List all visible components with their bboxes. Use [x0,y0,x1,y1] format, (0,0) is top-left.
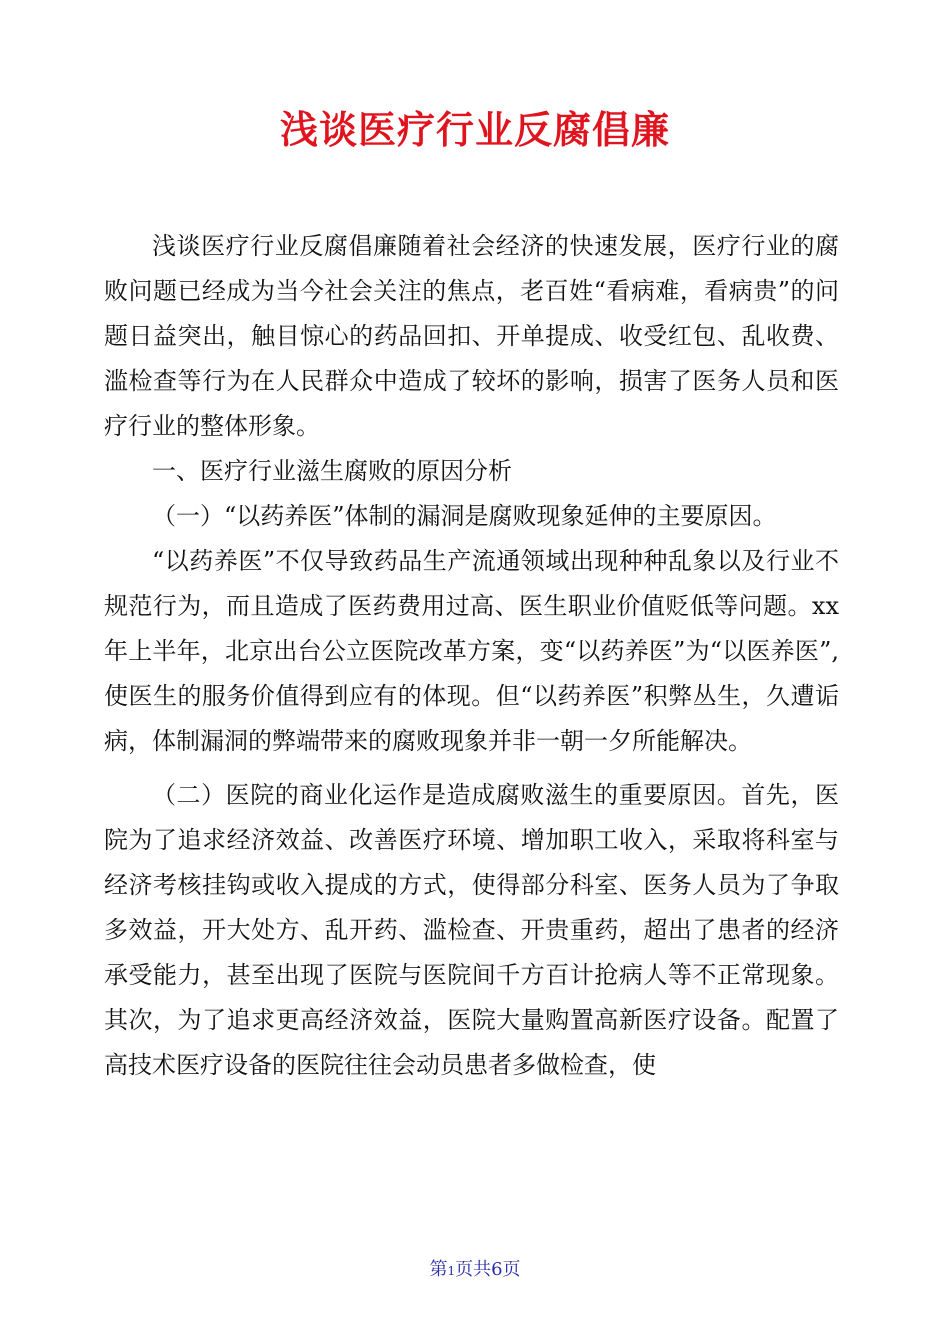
subsection-heading-1: （一）“以药养医”体制的漏洞是腐败现象延伸的主要原因。 [152,502,777,530]
paragraph-commercialization: （二）医院的商业化运作是造成腐败滋生的重要原因。首先，医院为了追求经济效益、改善医疗环境、增加职工收入，采取将科室与经济考核挂钩或收入提成的方式，使得部分科室、医务人员为了争取多效益，开大处方、乱开药、滥检查、开贵重药，超出了患者的经济承受能力，甚至出现了医院与医院间千方百计抢病人等不正常现象。其次，为了追求更高经济效益，医院大量购置高新医疗设备。配置了高技术医疗设备的医院往往会动员患者多做检查，使 [104,781,839,1079]
footer-suffix: 页 [502,1259,521,1280]
document-title: 浅谈医疗行业反腐倡廉 [279,108,670,152]
page-footer [0,1256,950,1285]
footer-total-pages: 6 [491,1259,503,1280]
paragraph-drug-system: “以药养医”不仅导致药品生产流通领域出现种种乱象以及行业不规范行为，而且造成了医药费用过高、医生职业价值贬低等问题。xx年上半年，北京出台公立医院改革方案，变“以药养医”为“以医养医”,使医生的服务价值得到应有的体现。但“以药养医”积弊丛生，久遭诟病，体制漏洞的弊端带来的腐败现象并非一朝一夕所能解决。 [104,547,839,755]
section-heading-1: 一、医疗行业滋生腐败的原因分析 [152,457,512,485]
footer-page-number: 1 [447,1264,456,1278]
footer-middle: 页共 [455,1259,492,1280]
document-body [104,224,839,1088]
paragraph-intro: 浅谈医疗行业反腐倡廉随着社会经济的快速发展，医疗行业的腐败问题已经成为当今社会关注的焦点，老百姓“看病难，看病贵”的问题日益突出，触目惊心的药品回扣、开单提成、收受红包、乱收费、滥检查等行为在人民群众中造成了较坏的影响，损害了医务人员和医疗行业的整体形象。 [104,232,839,440]
footer-prefix: 第 [429,1259,448,1280]
